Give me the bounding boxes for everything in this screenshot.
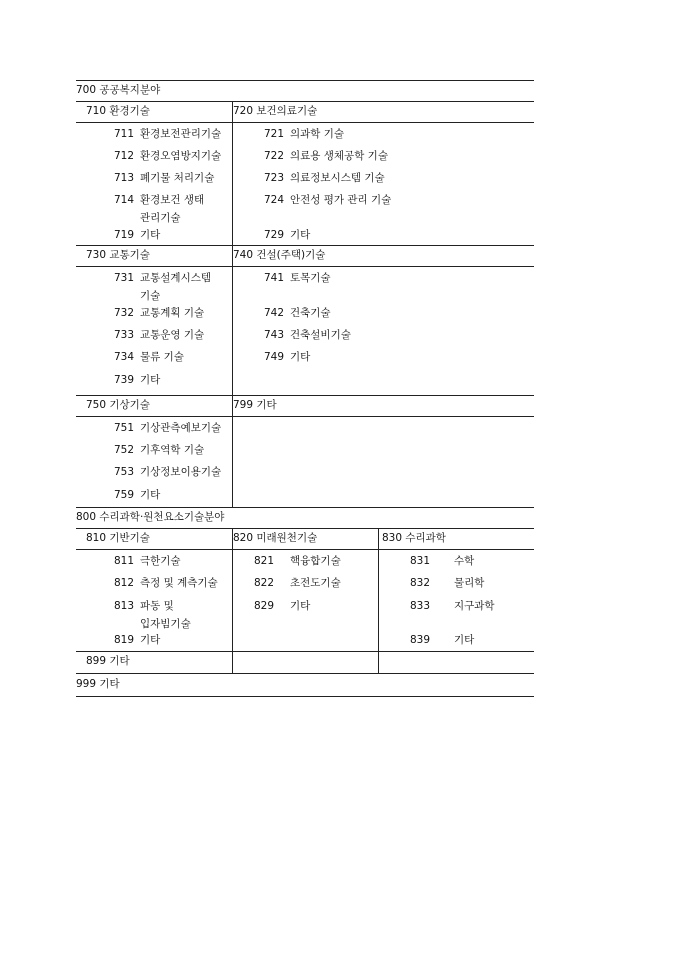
item-code: 734 xyxy=(114,351,135,363)
item-name-continued: 입자빔기술 xyxy=(140,618,191,630)
item-code: 811 xyxy=(114,555,135,567)
item-name: 파동 및 xyxy=(140,600,174,612)
item-name: 교통운영 기술 xyxy=(140,329,205,341)
item-name: 기타 xyxy=(290,229,311,241)
category-830-title: 830 수리과학 xyxy=(382,532,446,544)
item-name: 의과학 기술 xyxy=(290,128,345,140)
item-code: 721 xyxy=(264,128,285,140)
item-name: 기타 xyxy=(454,634,475,646)
category-820-title: 820 미래원천기술 xyxy=(233,532,318,544)
item-name: 기상관측예보기술 xyxy=(140,422,222,434)
item-name: 핵융합기술 xyxy=(290,555,341,567)
category-810-title: 810 기반기술 xyxy=(86,532,150,544)
item-name-continued: 관리기술 xyxy=(140,212,181,224)
item-code: 812 xyxy=(114,577,135,589)
item-code: 759 xyxy=(114,489,135,501)
column-rule xyxy=(232,528,233,673)
item-name: 기상정보이용기술 xyxy=(140,466,222,478)
table-rule xyxy=(76,696,534,697)
item-name: 기타 xyxy=(140,374,161,386)
item-code: 833 xyxy=(410,600,431,612)
item-name: 초전도기술 xyxy=(290,577,341,589)
item-name: 환경오염방지기술 xyxy=(140,150,222,162)
item-name: 폐기물 처리기술 xyxy=(140,172,215,184)
item-name: 기타 xyxy=(290,600,311,612)
item-code: 741 xyxy=(264,272,285,284)
item-name: 환경보건 생태 xyxy=(140,194,205,206)
table-rule xyxy=(76,673,534,674)
table-rule xyxy=(76,101,534,102)
item-name: 안전성 평가 관리 기술 xyxy=(290,194,392,206)
item-name: 교통설계시스템 xyxy=(140,272,212,284)
item-code: 724 xyxy=(264,194,285,206)
section-800-title: 800 수리과학·원천요소기술분야 xyxy=(76,511,225,523)
item-code: 731 xyxy=(114,272,135,284)
table-rule xyxy=(76,528,534,529)
table-rule xyxy=(76,651,534,652)
item-code: 739 xyxy=(114,374,135,386)
item-code: 733 xyxy=(114,329,135,341)
item-name: 물리학 xyxy=(454,577,485,589)
item-name: 토목기술 xyxy=(290,272,331,284)
item-name: 의료정보시스템 기술 xyxy=(290,172,385,184)
item-code: 829 xyxy=(254,600,275,612)
item-code: 723 xyxy=(264,172,285,184)
table-rule xyxy=(76,80,534,81)
item-code: 822 xyxy=(254,577,275,589)
table-rule xyxy=(76,266,534,267)
item-code: 712 xyxy=(114,150,135,162)
item-code: 819 xyxy=(114,634,135,646)
table-rule xyxy=(76,245,534,246)
item-name: 기타 xyxy=(290,351,311,363)
item-name: 건축설비기술 xyxy=(290,329,351,341)
item-code: 749 xyxy=(264,351,285,363)
item-code: 722 xyxy=(264,150,285,162)
item-name: 기타 xyxy=(140,489,161,501)
category-710-title: 710 환경기술 xyxy=(86,105,150,117)
item-name: 기타 xyxy=(140,634,161,646)
section-999-title: 999 기타 xyxy=(76,678,120,690)
item-name: 측정 및 계측기술 xyxy=(140,577,218,589)
item-code: 753 xyxy=(114,466,135,478)
item-name: 물류 기술 xyxy=(140,351,184,363)
item-code: 713 xyxy=(114,172,135,184)
table-rule xyxy=(76,416,534,417)
item-code: 732 xyxy=(114,307,135,319)
item-code: 839 xyxy=(410,634,431,646)
column-rule xyxy=(232,101,233,507)
table-rule xyxy=(76,122,534,123)
item-name: 의료용 생체공학 기술 xyxy=(290,150,388,162)
item-code: 752 xyxy=(114,444,135,456)
item-code: 832 xyxy=(410,577,431,589)
item-code: 729 xyxy=(264,229,285,241)
item-name: 건축기술 xyxy=(290,307,331,319)
item-name-continued: 기술 xyxy=(140,290,161,302)
item-code: 813 xyxy=(114,600,135,612)
column-rule xyxy=(378,528,379,673)
item-code: 751 xyxy=(114,422,135,434)
category-720-title: 720 보건의료기술 xyxy=(233,105,318,117)
table-rule xyxy=(76,507,534,508)
item-name: 수학 xyxy=(454,555,475,567)
table-rule xyxy=(76,395,534,396)
item-name: 극한기술 xyxy=(140,555,181,567)
item-code: 719 xyxy=(114,229,135,241)
category-730-title: 730 교통기술 xyxy=(86,249,150,261)
item-name: 기타 xyxy=(140,229,161,241)
item-code: 711 xyxy=(114,128,135,140)
section-700-title: 700 공공복지분야 xyxy=(76,84,161,96)
item-name: 교통계획 기술 xyxy=(140,307,205,319)
item-code: 743 xyxy=(264,329,285,341)
category-740-title: 740 건설(주택)기술 xyxy=(233,249,326,261)
item-code: 831 xyxy=(410,555,431,567)
item-name: 환경보전관리기술 xyxy=(140,128,222,140)
item-name: 지구과학 xyxy=(454,600,495,612)
category-799-title: 799 기타 xyxy=(233,399,277,411)
item-name: 기후역학 기술 xyxy=(140,444,205,456)
table-rule xyxy=(76,549,534,550)
item-code: 821 xyxy=(254,555,275,567)
category-899-title: 899 기타 xyxy=(86,655,130,667)
category-750-title: 750 기상기술 xyxy=(86,399,150,411)
item-code: 742 xyxy=(264,307,285,319)
item-code: 714 xyxy=(114,194,135,206)
